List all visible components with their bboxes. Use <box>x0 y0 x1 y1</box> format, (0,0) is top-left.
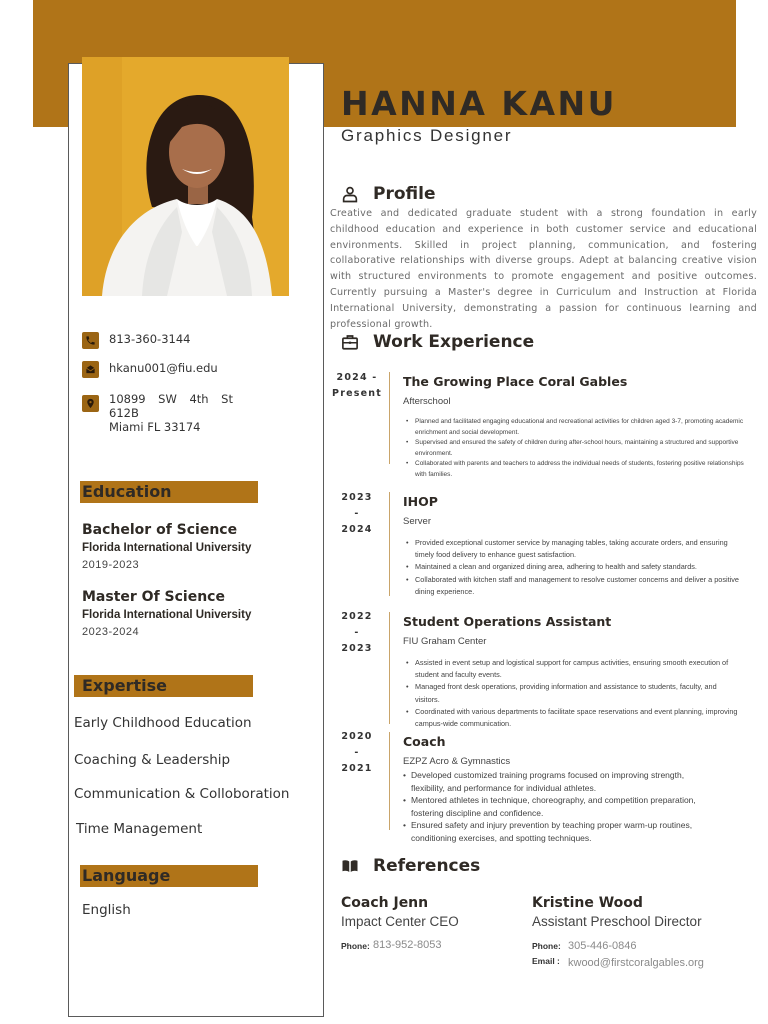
list-item: • Coordinated with various departments to facilitate space reservations and event planning, improving campus-wide communication. <box>403 706 743 730</box>
reference-email[interactable]: kwood@firstcoralgables.org <box>568 957 704 969</box>
contact-email <box>82 361 218 378</box>
job-years <box>332 729 382 777</box>
job-bullets <box>403 537 748 598</box>
job-title: Student Operations Assistant <box>403 614 612 629</box>
job-years <box>332 370 382 402</box>
contact-address <box>82 392 233 434</box>
job-subtitle: Server <box>403 516 431 527</box>
language-item: English <box>82 902 131 918</box>
references-section-header <box>341 856 480 876</box>
list-item: • Assisted in event setup and logistical support for campus activities, ensuring smooth execution of student and faculty events. <box>403 657 743 681</box>
profile-summary: Creative and dedicated graduate student with a strong foundation in early childhood education and experience in both customer service and educational environments. Skilled in project planning, communication, and fostering collaborative relationships with diverse groups. Adept at balancing creative vision with structured environments to promote engagement and positive outcomes. Currently pursuing a Master's degree in Curriculum and Instruction at Florida International University, demonstrating a passion for continuous learning and professional growth. <box>330 208 757 330</box>
expertise-heading: Expertise <box>74 675 253 697</box>
reference-phone[interactable]: 305-446-0846 <box>568 940 637 952</box>
location-pin-icon <box>82 395 99 412</box>
job-year-end: Present <box>332 388 382 399</box>
profile-section-header <box>341 184 435 204</box>
list-item: • Developed customized training programs focused on improving strength, flexibility, and performance for individual athletes. <box>403 769 703 794</box>
list-item: • Mentored athletes in technique, choreography, and competition preparation, fostering discipline and confidence. <box>403 794 703 819</box>
education-years-1: 2019-2023 <box>82 559 140 571</box>
reference-phone-label: Phone: <box>532 941 561 951</box>
list-item: • Collaborated with kitchen staff and management to resolve customer concerns and deliver a positive dining experience. <box>403 574 748 598</box>
language-heading: Language <box>80 865 258 887</box>
list-item: • Planned and facilitated engaging educational and recreational activities for children aged 3-7, promoting academic enrichment and social development. <box>403 417 753 438</box>
contact-phone <box>82 332 190 349</box>
job-year-start: 2023 <box>341 492 373 503</box>
list-item: • Provided exceptional customer service by managing tables, taking accurate orders, and ensuring timely food delivery to enhance guest satisfaction. <box>403 537 748 561</box>
person-icon <box>341 185 359 203</box>
expertise-item: Time Management <box>76 821 203 837</box>
job-years <box>332 490 382 538</box>
job-year-end: 2024 <box>341 524 373 535</box>
list-item: • Ensured safety and injury prevention by teaching proper warm-up routines, conditioning exercises, and spotting techniques. <box>403 819 703 844</box>
job-year-end: 2023 <box>341 643 373 654</box>
address-line-2: Miami FL 33174 <box>109 420 201 434</box>
job-year-start: 2024 - <box>336 372 378 383</box>
job-bullets <box>403 769 703 844</box>
job-year-separator: - <box>354 627 360 638</box>
job-subtitle: FIU Graham Center <box>403 636 487 647</box>
timeline-line <box>389 612 390 724</box>
job-subtitle: EZPZ Acro & Gymnastics <box>403 756 511 767</box>
job-title: The Growing Place Coral Gables <box>403 374 628 389</box>
job-title: IHOP <box>403 494 438 509</box>
timeline-line <box>389 732 390 830</box>
profile-photo <box>82 57 289 296</box>
job-year-end: 2021 <box>341 763 373 774</box>
job-title: Graphics Designer <box>341 126 513 145</box>
education-school-2: Florida International University <box>82 609 252 621</box>
job-years <box>332 609 382 657</box>
list-item: • Maintained a clean and organized dining area, adhering to health and safety standards. <box>403 561 748 573</box>
job-subtitle: Afterschool <box>403 396 451 407</box>
reference-role: Assistant Preschool Director <box>532 914 702 929</box>
mail-icon <box>82 361 99 378</box>
expertise-item: Communication & Colloboration <box>74 786 290 802</box>
list-item: • Supervised and ensured the safety of children during after-school hours, maintaining a structured and supportive environment. <box>403 438 753 459</box>
education-degree-1: Bachelor of Science <box>82 522 238 538</box>
job-year-separator: - <box>354 508 360 519</box>
timeline-line <box>389 372 390 464</box>
education-years-2: 2023-2024 <box>82 626 140 638</box>
address-line-1: 10899 SW 4th St 612B <box>109 392 233 420</box>
references-heading: References <box>373 856 481 876</box>
reference-phone-label: Phone: <box>341 941 370 951</box>
list-item: • Collaborated with parents and teachers to address the individual needs of students, fostering positive relationships with families. <box>403 459 753 480</box>
reference-name: Kristine Wood <box>532 895 643 911</box>
list-item: • Managed front desk operations, providing information and assistance to students, faculty, and visitors. <box>403 681 743 705</box>
education-school-1: Florida International University <box>82 542 252 554</box>
reference-name: Coach Jenn <box>341 895 429 911</box>
education-heading: Education <box>80 481 258 503</box>
expertise-item: Early Childhood Education <box>74 715 252 731</box>
job-year-separator: - <box>354 747 360 758</box>
job-year-start: 2020 <box>341 731 373 742</box>
reference-phone[interactable]: 813-952-8053 <box>373 939 442 951</box>
reference-role: Impact Center CEO <box>341 914 459 929</box>
education-degree-2: Master Of Science <box>82 589 225 605</box>
job-year-start: 2022 <box>341 611 373 622</box>
work-heading: Work Experience <box>373 332 535 352</box>
reference-email-label: Email : <box>532 956 560 966</box>
expertise-item: Coaching & Leadership <box>74 752 231 768</box>
phone-text: 813-360-3144 <box>109 332 191 346</box>
job-bullets <box>403 417 753 481</box>
full-name: HANNA KANU <box>341 84 617 123</box>
job-title: Coach <box>403 734 446 749</box>
briefcase-icon <box>341 333 359 351</box>
email-text[interactable]: hkanu001@fiu.edu <box>109 361 218 375</box>
job-bullets <box>403 657 743 730</box>
work-section-header <box>341 332 534 352</box>
profile-heading: Profile <box>373 184 436 204</box>
phone-icon <box>82 332 99 349</box>
timeline-line <box>389 492 390 596</box>
book-icon <box>341 857 359 875</box>
